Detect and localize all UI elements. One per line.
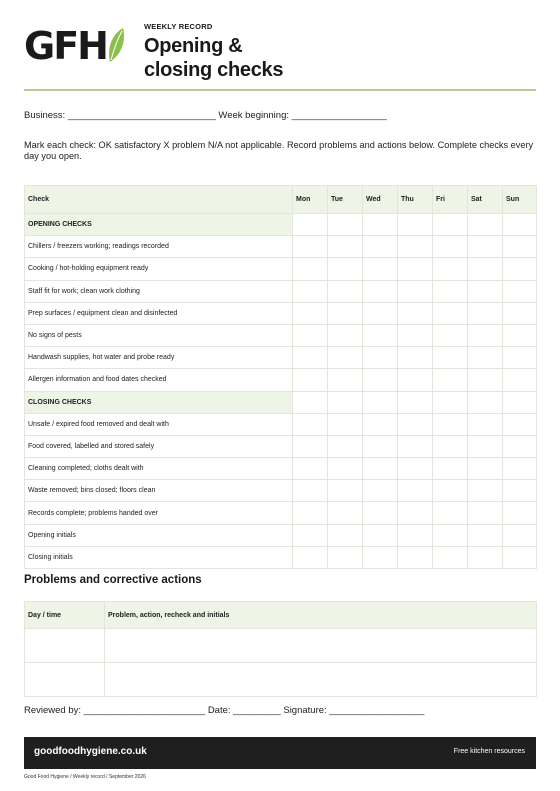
day-header-mon: Mon xyxy=(293,186,328,214)
day-cell-mon[interactable] xyxy=(293,480,328,502)
day-cell-wed[interactable] xyxy=(363,524,398,546)
day-cell-sun[interactable] xyxy=(503,480,537,502)
day-cell-fri[interactable] xyxy=(433,502,468,524)
check-row xyxy=(25,413,537,435)
day-cell-tue[interactable] xyxy=(328,546,363,568)
day-cell-mon[interactable] xyxy=(293,258,328,280)
day-cell-wed[interactable] xyxy=(363,347,398,369)
check-row xyxy=(25,324,537,346)
day-cell-wed[interactable] xyxy=(363,302,398,324)
day-cell-thu[interactable] xyxy=(398,458,433,480)
day-cell-fri[interactable] xyxy=(433,480,468,502)
day-cell-tue[interactable] xyxy=(328,236,363,258)
page-title xyxy=(144,34,283,82)
document-meta: Good Food Hygiene / Weekly record / September 2026 xyxy=(24,774,146,780)
day-cell-wed[interactable] xyxy=(363,280,398,302)
section-row xyxy=(25,391,537,413)
day-time-cell[interactable] xyxy=(25,663,105,697)
day-cell-mon[interactable] xyxy=(293,280,328,302)
problems-header-row xyxy=(25,602,537,629)
day-cell-sat[interactable] xyxy=(468,214,503,236)
day-cell-sun[interactable] xyxy=(503,214,537,236)
day-cell-mon[interactable] xyxy=(293,458,328,480)
day-cell-tue[interactable] xyxy=(328,324,363,346)
day-cell-fri[interactable] xyxy=(433,369,468,391)
day-cell-mon[interactable] xyxy=(293,524,328,546)
day-cell-tue[interactable] xyxy=(328,369,363,391)
gfh-logo xyxy=(24,24,125,68)
check-label: Chillers / freezers working; readings recorded xyxy=(25,236,293,258)
leaf-icon xyxy=(107,27,125,63)
logo-text: GFH xyxy=(24,24,107,68)
day-cell-thu[interactable] xyxy=(398,324,433,346)
day-cell-fri[interactable] xyxy=(433,435,468,457)
section-heading: OPENING CHECKS xyxy=(25,214,293,236)
day-cell-wed[interactable] xyxy=(363,413,398,435)
review-signature-line[interactable]: Reviewed by: _______________________ Date: _________ Signature: __________________ xyxy=(24,705,425,716)
section-row xyxy=(25,214,537,236)
check-label: Unsafe / expired food removed and dealt with xyxy=(25,413,293,435)
problems-table xyxy=(24,601,537,697)
day-cell-tue[interactable] xyxy=(328,280,363,302)
check-label: Waste removed; bins closed; floors clean xyxy=(25,480,293,502)
day-cell-mon[interactable] xyxy=(293,214,328,236)
header-divider xyxy=(24,89,536,91)
check-row xyxy=(25,458,537,480)
day-cell-sat[interactable] xyxy=(468,347,503,369)
day-cell-sat[interactable] xyxy=(468,280,503,302)
day-cell-tue[interactable] xyxy=(328,480,363,502)
day-cell-sun[interactable] xyxy=(503,524,537,546)
day-cell-thu[interactable] xyxy=(398,413,433,435)
day-time-cell[interactable] xyxy=(25,629,105,663)
day-header-sat: Sat xyxy=(468,186,503,214)
day-cell-wed[interactable] xyxy=(363,324,398,346)
day-cell-mon[interactable] xyxy=(293,435,328,457)
day-cell-sat[interactable] xyxy=(468,546,503,568)
day-cell-tue[interactable] xyxy=(328,258,363,280)
check-label: Handwash supplies, hot water and probe ready xyxy=(25,347,293,369)
day-cell-mon[interactable] xyxy=(293,324,328,346)
day-header-wed: Wed xyxy=(363,186,398,214)
problem-row xyxy=(25,663,537,697)
day-cell-tue[interactable] xyxy=(328,502,363,524)
check-label: Food covered, labelled and stored safely xyxy=(25,435,293,457)
action-cell[interactable] xyxy=(105,629,537,663)
day-header-tue: Tue xyxy=(328,186,363,214)
day-cell-sat[interactable] xyxy=(468,369,503,391)
day-cell-mon[interactable] xyxy=(293,236,328,258)
day-cell-fri[interactable] xyxy=(433,413,468,435)
day-cell-thu[interactable] xyxy=(398,302,433,324)
check-row xyxy=(25,502,537,524)
check-label: Closing initials xyxy=(25,546,293,568)
day-cell-sat[interactable] xyxy=(468,236,503,258)
day-cell-sun[interactable] xyxy=(503,413,537,435)
problems-heading: Problems and corrective actions xyxy=(24,574,202,586)
day-cell-sun[interactable] xyxy=(503,458,537,480)
day-cell-mon[interactable] xyxy=(293,546,328,568)
check-label: Cleaning completed; cloths dealt with xyxy=(25,458,293,480)
day-cell-mon[interactable] xyxy=(293,413,328,435)
check-row xyxy=(25,258,537,280)
check-label: Staff fit for work; clean work clothing xyxy=(25,280,293,302)
day-cell-mon[interactable] xyxy=(293,502,328,524)
check-label: Allergen information and food dates checked xyxy=(25,369,293,391)
day-cell-sun[interactable] xyxy=(503,236,537,258)
title-line-2: closing checks xyxy=(144,59,284,81)
day-cell-thu[interactable] xyxy=(398,258,433,280)
check-row xyxy=(25,236,537,258)
day-cell-sat[interactable] xyxy=(468,502,503,524)
day-cell-wed[interactable] xyxy=(363,546,398,568)
day-cell-tue[interactable] xyxy=(328,435,363,457)
day-cell-sat[interactable] xyxy=(468,480,503,502)
day-cell-fri[interactable] xyxy=(433,347,468,369)
day-cell-tue[interactable] xyxy=(328,413,363,435)
day-cell-sun[interactable] xyxy=(503,502,537,524)
day-time-header: Day / time xyxy=(25,602,105,629)
day-cell-wed[interactable] xyxy=(363,480,398,502)
day-cell-thu[interactable] xyxy=(398,369,433,391)
day-cell-tue[interactable] xyxy=(328,214,363,236)
day-cell-sun[interactable] xyxy=(503,347,537,369)
check-column-header: Check xyxy=(25,186,293,214)
day-cell-wed[interactable] xyxy=(363,214,398,236)
day-cell-mon[interactable] xyxy=(293,391,328,413)
day-cell-fri[interactable] xyxy=(433,214,468,236)
day-cell-thu[interactable] xyxy=(398,502,433,524)
day-cell-wed[interactable] xyxy=(363,369,398,391)
day-cell-wed[interactable] xyxy=(363,435,398,457)
check-row xyxy=(25,369,537,391)
check-row xyxy=(25,280,537,302)
day-cell-sun[interactable] xyxy=(503,391,537,413)
section-heading: CLOSING CHECKS xyxy=(25,391,293,413)
day-header-fri: Fri xyxy=(433,186,468,214)
action-cell[interactable] xyxy=(105,663,537,697)
day-cell-fri[interactable] xyxy=(433,458,468,480)
day-cell-sat[interactable] xyxy=(468,391,503,413)
day-cell-mon[interactable] xyxy=(293,369,328,391)
day-cell-fri[interactable] xyxy=(433,524,468,546)
day-cell-sat[interactable] xyxy=(468,524,503,546)
footer-site-link[interactable]: goodfoodhygiene.co.uk xyxy=(34,746,147,757)
day-cell-sat[interactable] xyxy=(468,458,503,480)
check-row xyxy=(25,435,537,457)
day-header-sun: Sun xyxy=(503,186,537,214)
day-cell-wed[interactable] xyxy=(363,502,398,524)
day-cell-sun[interactable] xyxy=(503,258,537,280)
day-cell-thu[interactable] xyxy=(398,391,433,413)
day-cell-wed[interactable] xyxy=(363,236,398,258)
day-cell-thu[interactable] xyxy=(398,347,433,369)
day-cell-fri[interactable] xyxy=(433,236,468,258)
check-label: Opening initials xyxy=(25,524,293,546)
day-cell-mon[interactable] xyxy=(293,347,328,369)
day-cell-thu[interactable] xyxy=(398,214,433,236)
check-row xyxy=(25,302,537,324)
footer-tagline: Free kitchen resources xyxy=(453,748,525,755)
day-cell-tue[interactable] xyxy=(328,302,363,324)
check-label: Prep surfaces / equipment clean and disinfected xyxy=(25,302,293,324)
check-row xyxy=(25,347,537,369)
footer-bar xyxy=(24,737,536,769)
day-cell-sun[interactable] xyxy=(503,546,537,568)
day-cell-sat[interactable] xyxy=(468,435,503,457)
day-cell-sat[interactable] xyxy=(468,302,503,324)
day-cell-mon[interactable] xyxy=(293,302,328,324)
day-cell-fri[interactable] xyxy=(433,302,468,324)
day-cell-sun[interactable] xyxy=(503,324,537,346)
check-row xyxy=(25,480,537,502)
day-cell-tue[interactable] xyxy=(328,458,363,480)
check-row xyxy=(25,546,537,568)
day-cell-thu[interactable] xyxy=(398,480,433,502)
day-cell-fri[interactable] xyxy=(433,391,468,413)
title-line-1: Opening & xyxy=(144,35,243,57)
daily-checks-table xyxy=(24,185,537,569)
day-cell-sat[interactable] xyxy=(468,258,503,280)
day-header-thu: Thu xyxy=(398,186,433,214)
day-cell-thu[interactable] xyxy=(398,435,433,457)
day-cell-sat[interactable] xyxy=(468,324,503,346)
instructions-text: Mark each check: OK satisfactory X problem N/A not applicable. Record problems and actions below. Complete checks every day you open. xyxy=(24,140,534,161)
check-row xyxy=(25,524,537,546)
record-kicker: WEEKLY RECORD xyxy=(144,22,213,31)
day-cell-sat[interactable] xyxy=(468,413,503,435)
day-cell-fri[interactable] xyxy=(433,258,468,280)
day-cell-wed[interactable] xyxy=(363,458,398,480)
day-cell-sun[interactable] xyxy=(503,435,537,457)
problem-row xyxy=(25,629,537,663)
day-cell-fri[interactable] xyxy=(433,280,468,302)
action-header: Problem, action, recheck and initials xyxy=(105,602,537,629)
checks-header-row xyxy=(25,186,537,214)
day-cell-fri[interactable] xyxy=(433,324,468,346)
day-cell-thu[interactable] xyxy=(398,280,433,302)
day-cell-wed[interactable] xyxy=(363,391,398,413)
check-label: No signs of pests xyxy=(25,324,293,346)
day-cell-thu[interactable] xyxy=(398,236,433,258)
check-label: Records complete; problems handed over xyxy=(25,502,293,524)
day-cell-wed[interactable] xyxy=(363,258,398,280)
day-cell-sun[interactable] xyxy=(503,369,537,391)
day-cell-tue[interactable] xyxy=(328,391,363,413)
day-cell-thu[interactable] xyxy=(398,524,433,546)
day-cell-tue[interactable] xyxy=(328,347,363,369)
business-week-line[interactable]: Business: ____________________________ Week beginning: __________________ xyxy=(24,110,387,121)
day-cell-tue[interactable] xyxy=(328,524,363,546)
day-cell-thu[interactable] xyxy=(398,546,433,568)
day-cell-sun[interactable] xyxy=(503,280,537,302)
day-cell-fri[interactable] xyxy=(433,546,468,568)
day-cell-sun[interactable] xyxy=(503,302,537,324)
check-label: Cooking / hot-holding equipment ready xyxy=(25,258,293,280)
